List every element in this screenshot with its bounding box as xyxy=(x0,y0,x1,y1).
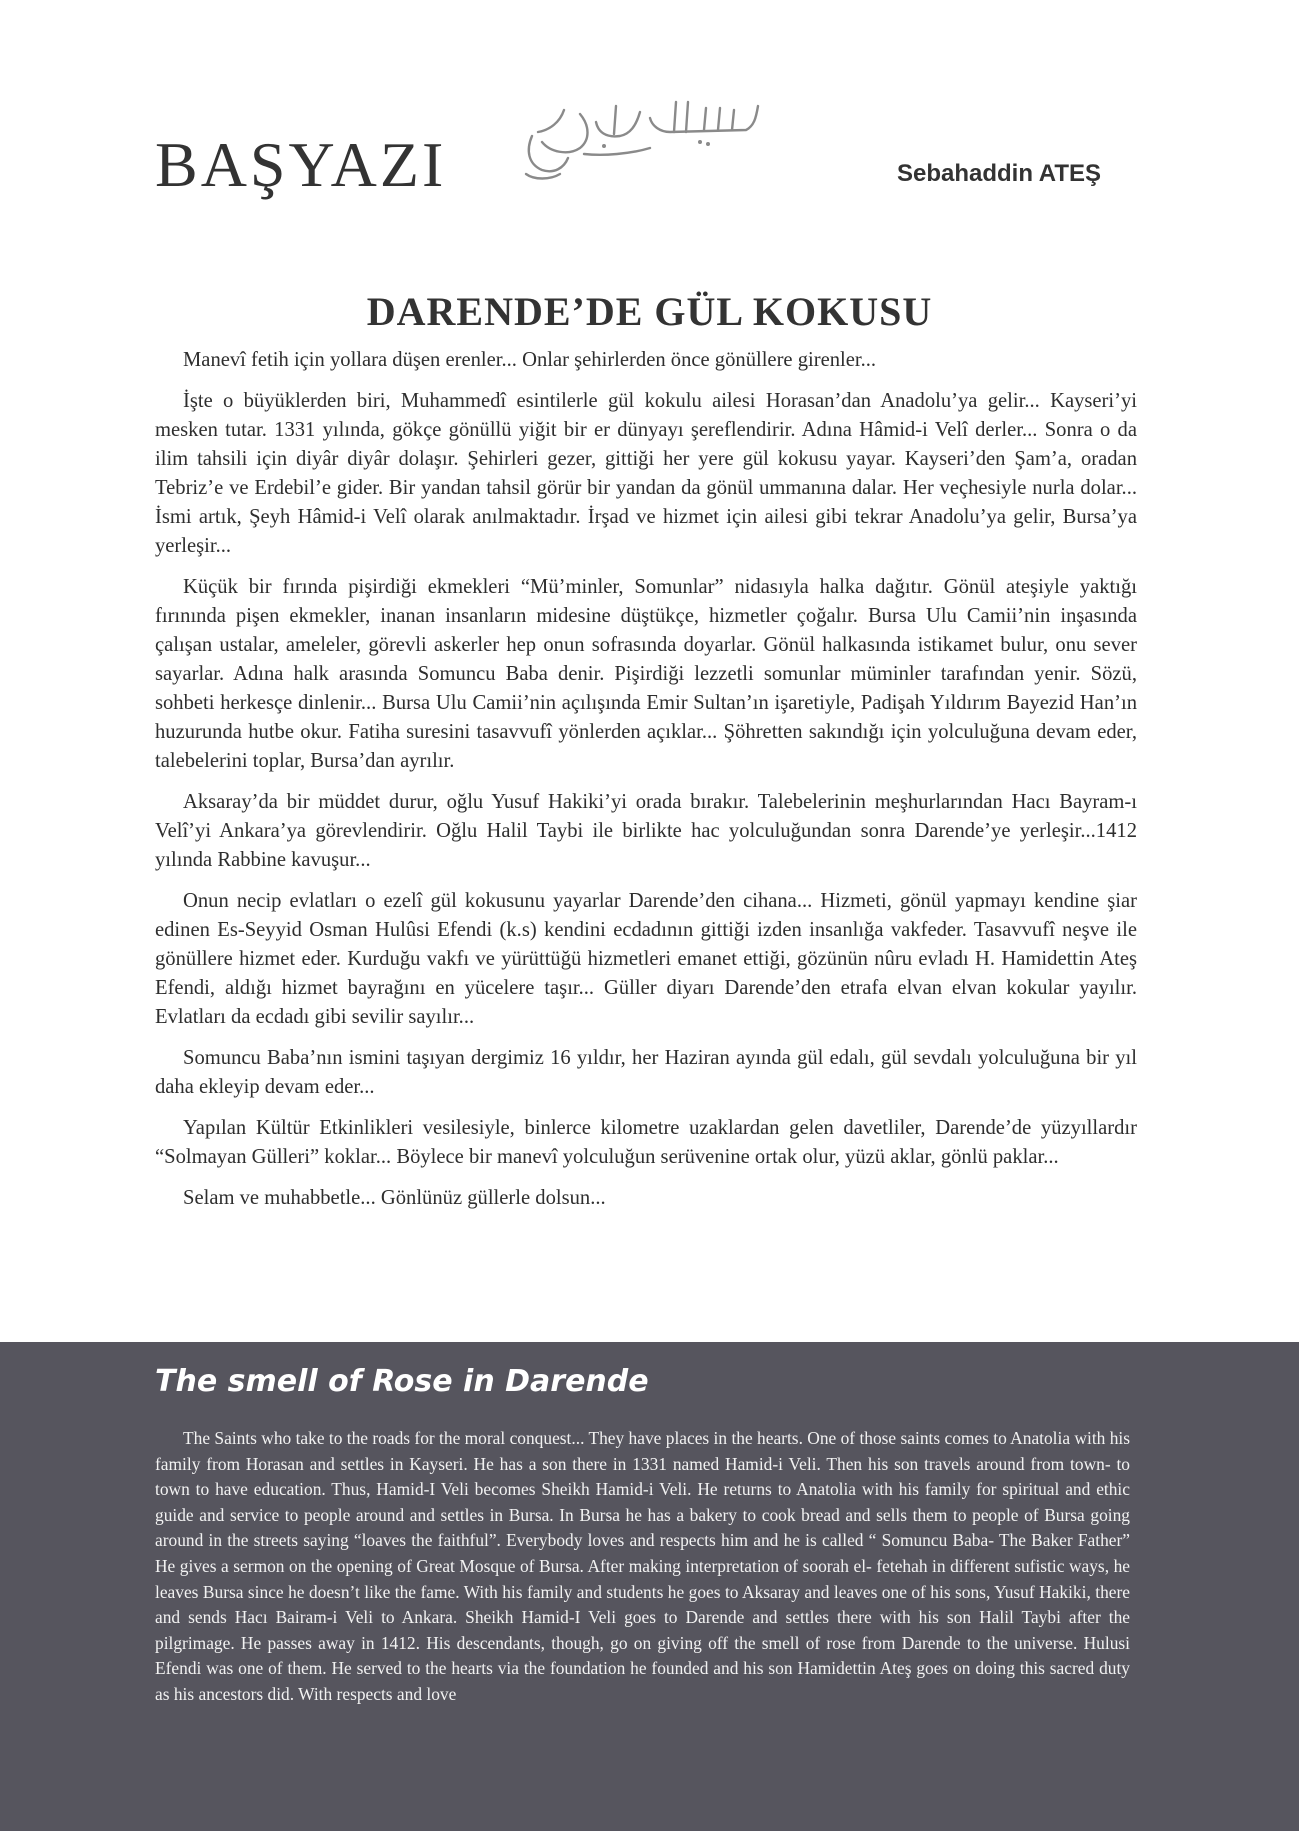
section-title: BAŞYAZI xyxy=(155,129,447,200)
article-paragraph: Küçük bir fırında pişirdiği ekmekleri “Mü’minler, Somunlar” nidasıyla halka dağıtır. Gönül ateşiyle yaktığı fırınında pişen ekmekler, inanan insanların midesine düştükçe, hizmetler çoğalır. Bursa Ulu Camii’nin inşasında çalışan ustalar, ameleler, görevli askerler hep onun sofrasında doyarlar. Gönül halkasında istikamet bulur, onu sever sayarlar. Adına halk arasında Somuncu Baba denir. Pişirdiği lezzetli somunlar müminler tarafından yenir. Sözü, sohbeti herkesçe dinlenir... Bursa Ulu Camii’nin açılışında Emir Sultan’ın işaretiyle, Padişah Yıldırım Bayezid Han’ın huzurunda hutbe okur. Fatiha suresini tasavvufî yönlerden açıklar... Şöhretten sakındığı için yolculuğuna devam eder, talebelerini toplar, Bursa’dan ayrılır. xyxy=(155,576,1137,772)
english-summary-box xyxy=(0,1342,1299,1831)
article-title: DARENDE’DE GÜL KOKUSU xyxy=(366,289,933,334)
author-name: Sebahaddin ATEŞ xyxy=(896,160,1101,187)
article-paragraph: Somuncu Baba’nın ismini taşıyan dergimiz 16 yıldır, her Haziran ayında gül edalı, gül sevdalı yolculuğuna bir yıl daha ekleyip devam eder... xyxy=(155,1047,1137,1098)
article-paragraph: Aksaray’da bir müddet durur, oğlu Yusuf Hakiki’yi orada bırakır. Talebelerinin meşhurlarından Hacı Bayram-ı Velî’yi Ankara’ya görevlendirir. Oğlu Halil Taybi ile birlikte hac yolculuğundan sonra Darende’ye yerleşir...1412 yılında Rabbine kavuşur... xyxy=(155,791,1137,871)
article-paragraph: Onun necip evlatları o ezelî gül kokusunu yayarlar Darende’den cihana... Hizmeti, gönül yapmayı kendine şiar edinen Es-Seyyid Osman Hulûsi Efendi (k.s) kendini ecdadının gittiği izden insanlığa vakfeder. Tasavvufî neşve ile gönüllere hizmet eder. Kurduğu vakfı ve yürüttüğü hizmetleri emanet ettiği, gözünün nûru evladı H. Hamidettin Ateş Efendi, aldığı hizmet bayrağını en yücelere taşır... Güller diyarı Darende’den etrafa elvan elvan kokular yayılır. Evlatları da ecdadı gibi sevilir sayılır... xyxy=(155,890,1137,1028)
summary-body: The Saints who take to the roads for the moral conquest... They have places in the hearts. One of those saints comes to Anatolia with his family from Horasan and settles in Kayseri. He has a son there in 1331 named Hamid-i Veli. Then his son travels around from town- to town to have education. Thus, Hamid-I Veli becomes Sheikh Hamid-i Veli. He returns to Anatolia with his family for spiritual and ethic guide and service to people around and settles in Bursa. In Bursa he has a bakery to cook bread and sells them to people of Bursa going around in the streets saying “loaves the faithful”. Everybody loves and respects him and he is called “ Somuncu Baba- The Baker Father” He gives a sermon on the opening of Great Mosque of Bursa. After making interpretation of soorah el- fetehah in different sufistic ways, he leaves Bursa since he doesn’t like the fame. With his family and students he goes to Aksaray and leaves one of his sons, Yusuf Hakiki, there and sends Hacı Bairam-i Veli to Ankara. Sheikh Hamid-I Veli goes to Darende and settles there with his son Halil Taybi after the pilgrimage. He passes away in 1412. His descendants, though, go on giving off the smell of rose from Darende to the universe. Hulusi Efendi was one of them. He served to the hearts via the foundation he founded and his son Hamidettin Ateş goes on doing this sacred duty as his ancestors did. With respects and love xyxy=(155,1428,1130,1704)
article-paragraph: Manevî fetih için yollara düşen erenler... Onlar şehirlerden önce gönüllere girenler... xyxy=(183,349,877,371)
article-paragraph: İşte o büyüklerden biri, Muhammedî esintilerle gül kokulu ailesi Horasan’dan Anadolu’ya gelir... Kayseri’yi mesken tutar. 1331 yılında, gökçe gönüllü yiğit bir er dünyayı şereflendirir. Adına Hâmid-i Velî derler... Sonra o da ilim tahsili için diyâr diyâr dolaşır. Şehirleri gezer, gittiği her yere gül kokusu yayar. Kayseri’den Şam’a, oradan Tebriz’e ve Erdebil’e gider. Bir yandan tahsil görür bir yandan da gönül ummanına dalar. Her veçhesiyle nurla dolar... İsmi artık, Şeyh Hâmid-i Velî olarak anılmaktadır. İrşad ve hizmet için ailesi gibi tekrar Anadolu’ya gelir, Bursa’ya yerleşir... xyxy=(155,390,1137,557)
article-paragraph: Selam ve muhabbetle... Gönlünüz güllerle dolsun... xyxy=(183,1187,606,1209)
article-paragraph: Yapılan Kültür Etkinlikleri vesilesiyle, binlerce kilometre uzaklardan gelen davetliler, Darende’de yüzyıllardır “Solmayan Gülleri” koklar... Böylece bir manevî yolculuğun serüvenine ortak olur, yüzü aklar, gönlü paklar... xyxy=(155,1117,1137,1168)
summary-title: The smell of Rose in Darende xyxy=(155,1364,649,1399)
page-header xyxy=(0,0,1299,240)
article-body xyxy=(155,346,1137,1225)
basmala-calligraphy xyxy=(520,96,770,186)
